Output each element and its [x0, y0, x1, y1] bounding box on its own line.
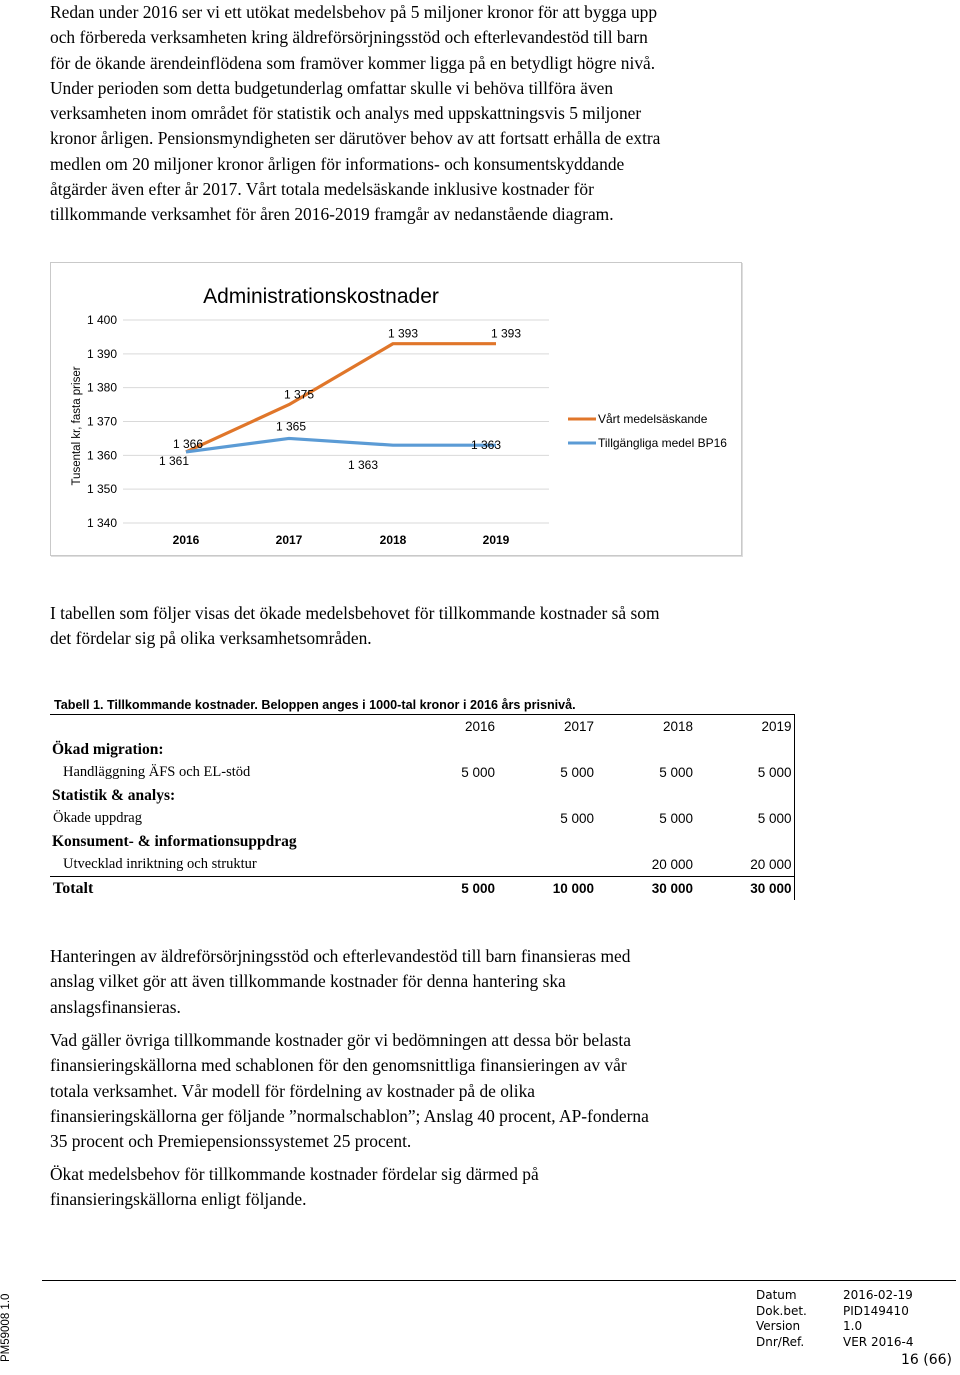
- meta-row-date: [756, 1288, 913, 1304]
- cell-3: 20 000: [695, 853, 794, 877]
- cell-2: 5 000: [659, 811, 693, 826]
- total-row: [50, 877, 794, 901]
- data-label: 1 393: [490, 326, 522, 341]
- meta-key: Version: [756, 1319, 801, 1333]
- allocation-paragraph: [50, 1028, 750, 1154]
- legend-label: Vårt medelsäskande: [598, 412, 708, 426]
- form-identifier: PM59008 1.0: [0, 1293, 12, 1362]
- legend-label: Tillgängliga medel BP16: [598, 436, 727, 450]
- text-line: för de ökande ärendeinflödena som framöver kommer ligga på en betydligt högre nivå.: [50, 52, 656, 73]
- meta-value: 1.0: [843, 1319, 863, 1333]
- text-line: och förbereda verksamheten kring äldreförsörjningsstöd och efterlevandestöd till barn: [50, 27, 648, 48]
- cell-1: 5 000: [560, 811, 594, 826]
- table-caption: Tabell 1. Tillkommande kostnader. Beloppen anges i 1000-tal kronor i 2016 års prisnivå.: [54, 698, 576, 712]
- cell-0: 5 000: [461, 765, 495, 780]
- item-row: [50, 807, 794, 830]
- meta-key: Dnr/Ref.: [756, 1334, 805, 1349]
- conclusion-paragraph: [50, 1162, 750, 1213]
- y-tick-label: 1 380: [86, 380, 117, 395]
- y-tick-label: 1 400: [86, 313, 117, 327]
- cell-1: [497, 830, 596, 853]
- text-line: 35 procent och Premiepensionssystemet 25 procent.: [50, 1131, 412, 1152]
- item-row: [50, 761, 794, 784]
- data-label: 1 361: [158, 453, 190, 468]
- cell-1: [497, 853, 596, 877]
- cell-3: 5 000: [695, 807, 794, 830]
- cell-0: [408, 830, 497, 853]
- data-label: 1 363: [470, 438, 502, 453]
- chart-y-axis-label: Tusental kr, fasta priser: [71, 366, 83, 486]
- item-row: [50, 853, 794, 877]
- y-tick-label: 1 390: [86, 346, 117, 361]
- meta-key: Dok.bet.: [756, 1303, 807, 1318]
- y-tick-label: 1 360: [86, 448, 117, 463]
- cell-0: [408, 738, 497, 761]
- meta-key: Datum: [756, 1288, 797, 1302]
- cell-0: [408, 807, 497, 830]
- text-line: åtgärder även efter år 2017. Vårt totala medelsäskande inklusive kostnader för: [50, 179, 594, 200]
- meta-row-version: [756, 1319, 913, 1335]
- financing-paragraph: [50, 944, 750, 1020]
- y-tick-label: 1 370: [86, 414, 117, 429]
- cell-0: [408, 853, 497, 877]
- series-line: [186, 344, 496, 452]
- row-label: Ökad migration:: [52, 740, 164, 758]
- x-tick-label: 2019: [482, 533, 510, 547]
- data-label: 1 366: [172, 436, 204, 451]
- admin-cost-chart: [50, 262, 742, 556]
- cell-1: 2017: [497, 715, 596, 739]
- text-line: anslagsfinansieras.: [50, 996, 181, 1017]
- table-intro-paragraph: [50, 601, 750, 652]
- meta-value: 2016-02-19: [843, 1288, 913, 1302]
- text-line: finansieringskällorna enligt följande.: [50, 1189, 307, 1210]
- row-label: Ökade uppdrag: [53, 810, 142, 826]
- cell-3: [695, 738, 794, 761]
- cell-2: [596, 738, 695, 761]
- x-tick-label: 2016: [172, 533, 200, 547]
- data-label: 1 363: [347, 458, 379, 473]
- text-line: medlen om 20 miljoner kronor årligen för informations- och konsumentskyddande: [50, 153, 625, 174]
- text-line: finansieringskällorna med schablonen för den genomsnittliga finansieringen av vår: [50, 1055, 627, 1076]
- series-line: [186, 438, 496, 452]
- cell-1: 5 000: [560, 765, 594, 780]
- row-label: Totalt: [50, 877, 408, 901]
- row-label: Utvecklad inriktning och struktur: [63, 856, 257, 872]
- footer-divider: [42, 1280, 956, 1281]
- table-header-row: [50, 715, 794, 739]
- cell-0: 2016: [408, 715, 497, 739]
- text-line: verksamheten inom området för statistik och analys med uppskattningsvis 5 miljoner: [50, 103, 642, 124]
- cell-2: [596, 784, 695, 807]
- meta-value: VER 2016-4: [843, 1334, 914, 1349]
- chart-canvas: [51, 263, 741, 555]
- text-line: tillkommande verksamhet för åren 2016-2019 framgår av nedanstående diagram.: [50, 204, 614, 225]
- cell-2: 2018: [596, 715, 695, 739]
- cost-table: [50, 714, 795, 900]
- x-tick-label: 2017: [275, 533, 303, 547]
- cell-0: 5 000: [408, 877, 497, 901]
- row-label: [50, 715, 408, 739]
- page-number: 16 (66): [900, 1352, 952, 1368]
- cell-1: 10 000: [497, 877, 596, 901]
- cell-3: 5 000: [695, 761, 794, 784]
- text-line: finansieringskällorna ger följande ”normalschablon”; Anslag 40 procent, AP-fonderna: [50, 1105, 649, 1126]
- cell-2: 30 000: [596, 877, 695, 901]
- text-line: totala verksamhet. Vår modell för fördelning av kostnader på de olika: [50, 1080, 536, 1101]
- text-line: det fördelar sig på olika verksamhetsområden.: [50, 628, 372, 649]
- intro-paragraph: [50, 0, 750, 228]
- meta-row-ref: [756, 1335, 913, 1351]
- category-row: [50, 784, 794, 807]
- y-tick-label: 1 350: [86, 482, 117, 497]
- row-label: Konsument- & informationsuppdrag: [52, 832, 297, 850]
- data-label: 1 375: [283, 387, 315, 402]
- text-line: I tabellen som följer visas det ökade medelsbehovet för tillkommande kostnader så som: [50, 603, 660, 623]
- document-metadata: [756, 1288, 913, 1350]
- text-line: kronor årligen. Pensionsmyndigheten ser därutöver behov av att fortsatt erhålla de extra: [50, 128, 661, 149]
- category-row: [50, 738, 794, 761]
- cell-2: 20 000: [651, 857, 693, 872]
- cell-1: [497, 784, 596, 807]
- cell-2: [596, 830, 695, 853]
- text-line: Ökat medelsbehov för tillkommande kostnader fördelar sig därmed på: [50, 1164, 539, 1184]
- cell-0: [408, 784, 497, 807]
- row-label: Handläggning ÄFS och EL-stöd: [63, 764, 251, 780]
- row-label: Statistik & analys:: [52, 786, 176, 804]
- text-line: anslag vilket gör att även tillkommande kostnader för denna hantering ska: [50, 971, 566, 992]
- cell-3: 2019: [695, 715, 794, 739]
- meta-row-docid: [756, 1304, 913, 1320]
- chart-title: Administrationskostnader: [203, 285, 439, 308]
- text-line: Under perioden som detta budgetunderlag omfattar skulle vi behöva tillföra även: [50, 77, 614, 98]
- category-row: [50, 830, 794, 853]
- data-label: 1 365: [275, 419, 307, 434]
- cell-3: 30 000: [695, 877, 794, 901]
- data-label: 1 393: [387, 326, 419, 341]
- x-tick-label: 2018: [379, 533, 407, 547]
- text-line: Hanteringen av äldreförsörjningsstöd och efterlevandestöd till barn finansieras med: [50, 946, 631, 966]
- cell-3: [695, 784, 794, 807]
- y-tick-label: 1 340: [86, 516, 117, 530]
- meta-value: PID149410: [843, 1303, 909, 1318]
- text-line: Vad gäller övriga tillkommande kostnader gör vi bedömningen att dessa bör belasta: [50, 1030, 631, 1050]
- cell-1: [497, 738, 596, 761]
- text-line: Redan under 2016 ser vi ett utökat medelsbehov på 5 miljoner kronor för att bygga upp: [50, 2, 658, 22]
- cell-3: [695, 830, 794, 853]
- cell-2: 5 000: [659, 765, 693, 780]
